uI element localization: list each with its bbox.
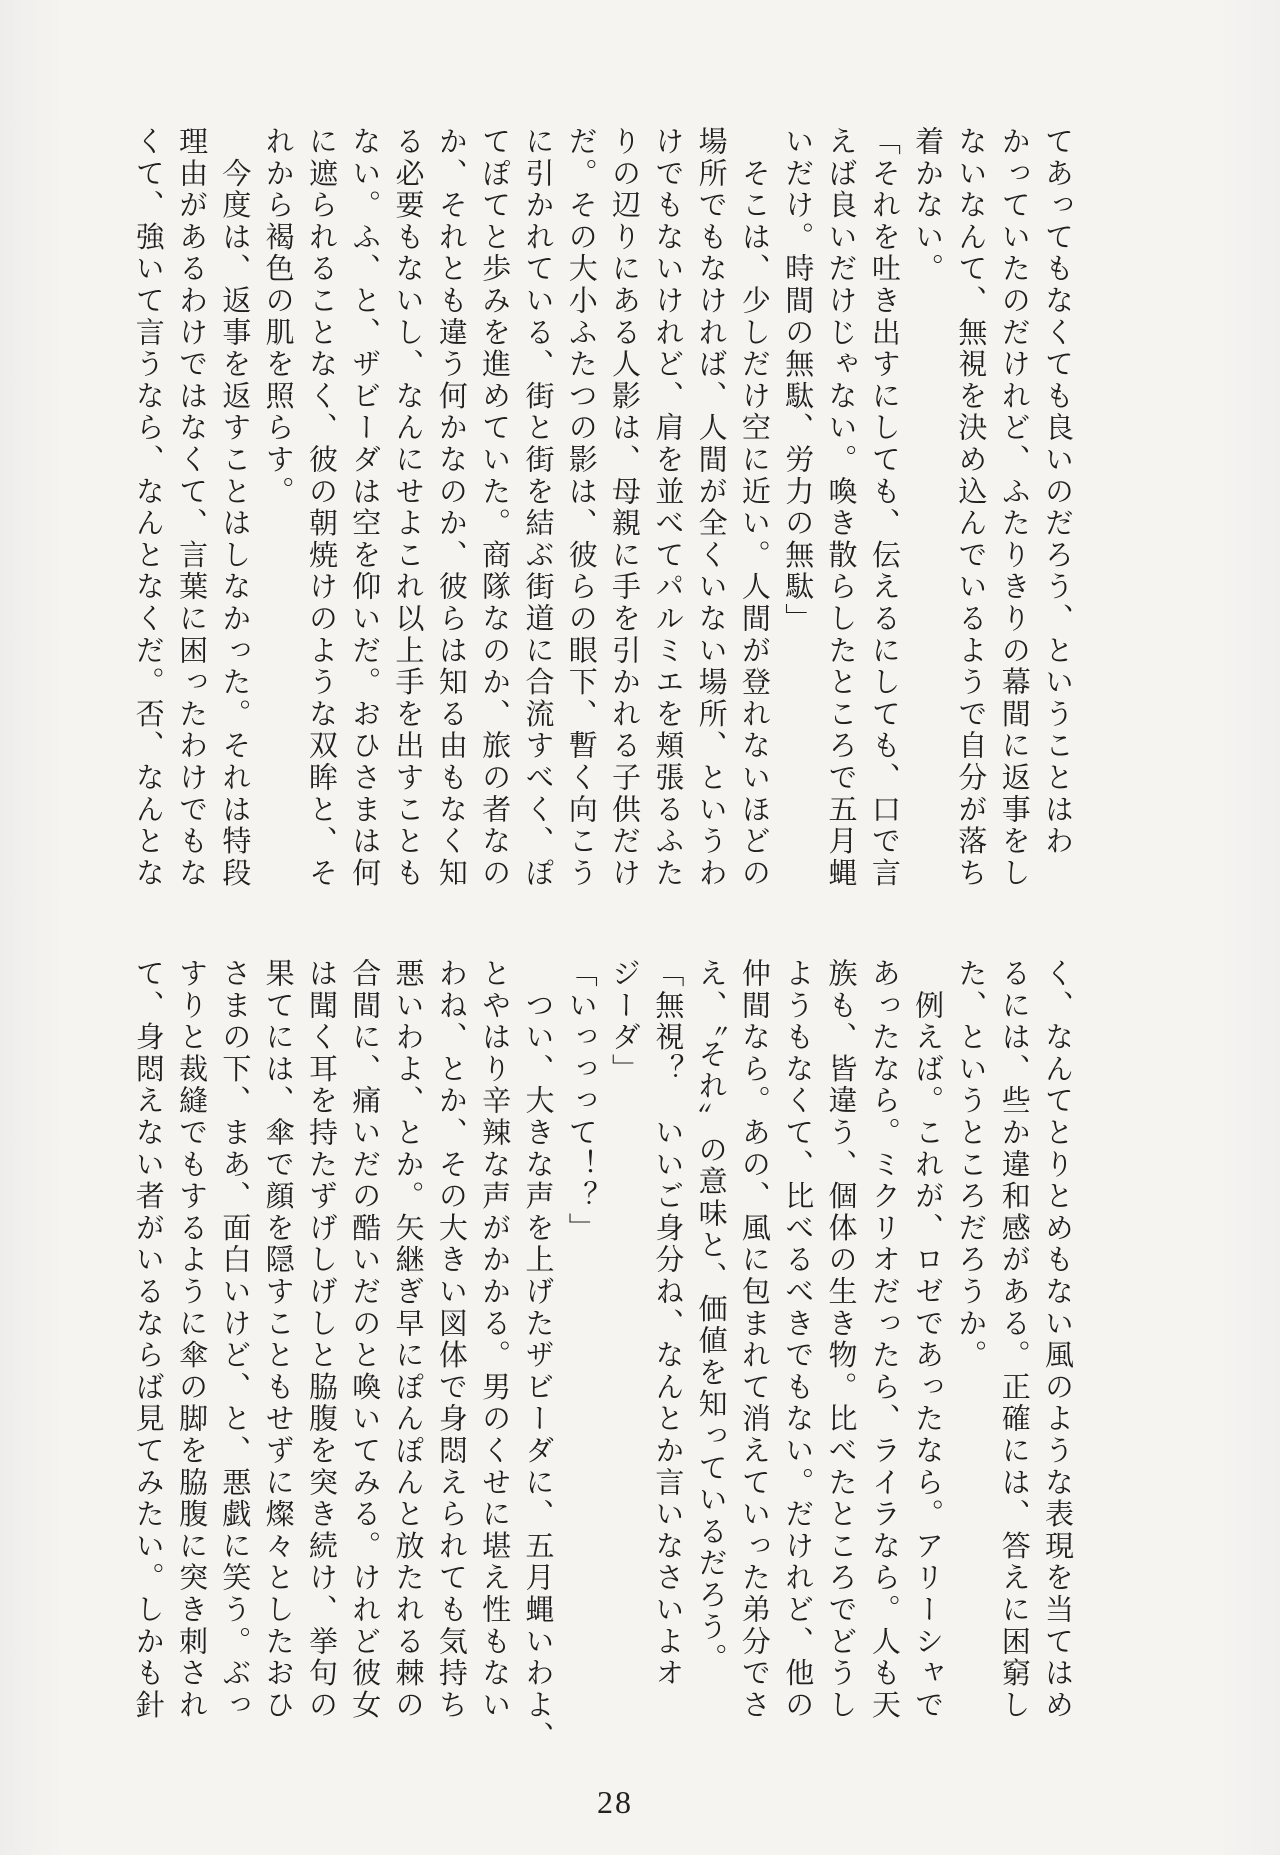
text-column: くて、強いて言うなら、なんとなくだ。否、なんとな: [131, 126, 164, 890]
text-column: 理由があるわけではなくて、言葉に困ったわけでもな: [175, 126, 208, 890]
text-column: 着かない。: [911, 126, 944, 285]
text-column: 場所でもなければ、人間が全くいない場所、というわ: [694, 126, 727, 890]
text-column: 「それを吐き出すにしても、伝えるにしても、口で言: [867, 126, 900, 890]
text-column: つい、大きな声を上げたザビーダに、五月蝿いわよ、: [521, 958, 554, 1753]
text-column: だ。その大小ふたつの影は、彼らの眼下、暫く向こう: [564, 126, 597, 890]
text-column: に引かれている、街と街を結ぶ街道に合流すべく、ぽ: [521, 126, 554, 890]
text-column: 例えば。これが、ロゼであったなら。アリーシャで: [911, 958, 944, 1722]
text-column: は聞く耳を持たずげしげしと脇腹を突き続け、挙句の: [304, 958, 337, 1722]
text-column: く、なんてとりとめもない風のような表現を当てはめ: [1041, 958, 1073, 1722]
text-column: れから褐色の肌を照らす。: [261, 126, 294, 508]
text-column: すりと裁縫でもするように傘の脚を脇腹に突き刺され: [175, 958, 208, 1722]
text-column: あったなら。ミクリオだったら、ライラなら。人も天: [867, 958, 900, 1722]
text-column: て、身悶えない者がいるならば見てみたい。しかも針: [131, 958, 164, 1722]
text-column: 仲間なら。あの、風に包まれて消えていった弟分でさ: [737, 958, 770, 1722]
text-column: 「無視？ いいご身分ね、なんとか言いなさいよオ: [651, 958, 684, 1690]
text-column: た、というところだろうか。: [954, 958, 987, 1372]
text-column: ない。ふ、と、ザビーダは空を仰いだ。おひさまは何: [348, 126, 381, 890]
text-column: え、〝それ〟の意味と、価値を知っているだろう。: [694, 958, 727, 1675]
text-column: 「いっっって！？」: [564, 958, 597, 1245]
text-column: かっていたのだけれど、ふたりきりの幕間に返事をし: [997, 126, 1030, 890]
text-column: てあってもなくても良いのだろう、ということはわ: [1041, 126, 1073, 858]
text-column: 合間に、痛いだの酷いだのと喚いてみる。けれど彼女: [348, 958, 381, 1722]
text-column: けでもないけれど、肩を並べてパルミエを頬張るふた: [651, 126, 684, 890]
text-column: ないなんて、無視を決め込んでいるようで自分が落ち: [954, 126, 987, 890]
text-column: さまの下、まあ、面白いけど、と、悪戯に笑う。ぶっ: [218, 958, 251, 1722]
text-column: るには、些か違和感がある。正確には、答えに困窮し: [997, 958, 1030, 1722]
text-column: とやはり辛辣な声がかかる。男のくせに堪え性もない: [478, 958, 511, 1722]
text-column: 果てには、傘で顔を隠すこともせずに燦々としたおひ: [261, 958, 294, 1722]
text-column: りの辺りにある人影は、母親に手を引かれる子供だけ: [608, 126, 641, 890]
bottom-text-block: [125, 958, 1078, 1753]
text-column: か、それとも違う何かなのか、彼らは知る由もなく知: [434, 126, 467, 890]
text-column: ようもなくて、比べるべきでもない。だけれど、他の: [781, 958, 814, 1722]
text-column: えば良いだけじゃない。喚き散らしたところで五月蝿: [824, 126, 857, 890]
text-column: てぽてと歩みを進めていた。商隊なのか、旅の者なの: [478, 126, 511, 890]
text-column: ジーダ」: [608, 958, 641, 1086]
top-text-block: [125, 126, 1078, 898]
text-column: る必要もないし、なんにせよこれ以上手を出すことも: [391, 126, 424, 890]
text-column: いだけ。時間の無駄、労力の無駄」: [781, 126, 814, 635]
text-column: 族も、皆違う、個体の生き物。比べたところでどうし: [824, 958, 857, 1722]
text-column: 今度は、返事を返すことはしなかった。それは特段: [218, 126, 251, 890]
text-column: に遮られることなく、彼の朝焼けのような双眸と、そ: [304, 126, 337, 890]
text-column: わね、とか、その大きい図体で身悶えられても気持ち: [434, 958, 467, 1722]
text-column: 悪いわよ、とか。矢継ぎ早にぽんぽんと放たれる棘の: [391, 958, 424, 1722]
text-column: そこは、少しだけ空に近い。人間が登れないほどの: [737, 126, 770, 890]
page-number: 28: [597, 1784, 633, 1820]
